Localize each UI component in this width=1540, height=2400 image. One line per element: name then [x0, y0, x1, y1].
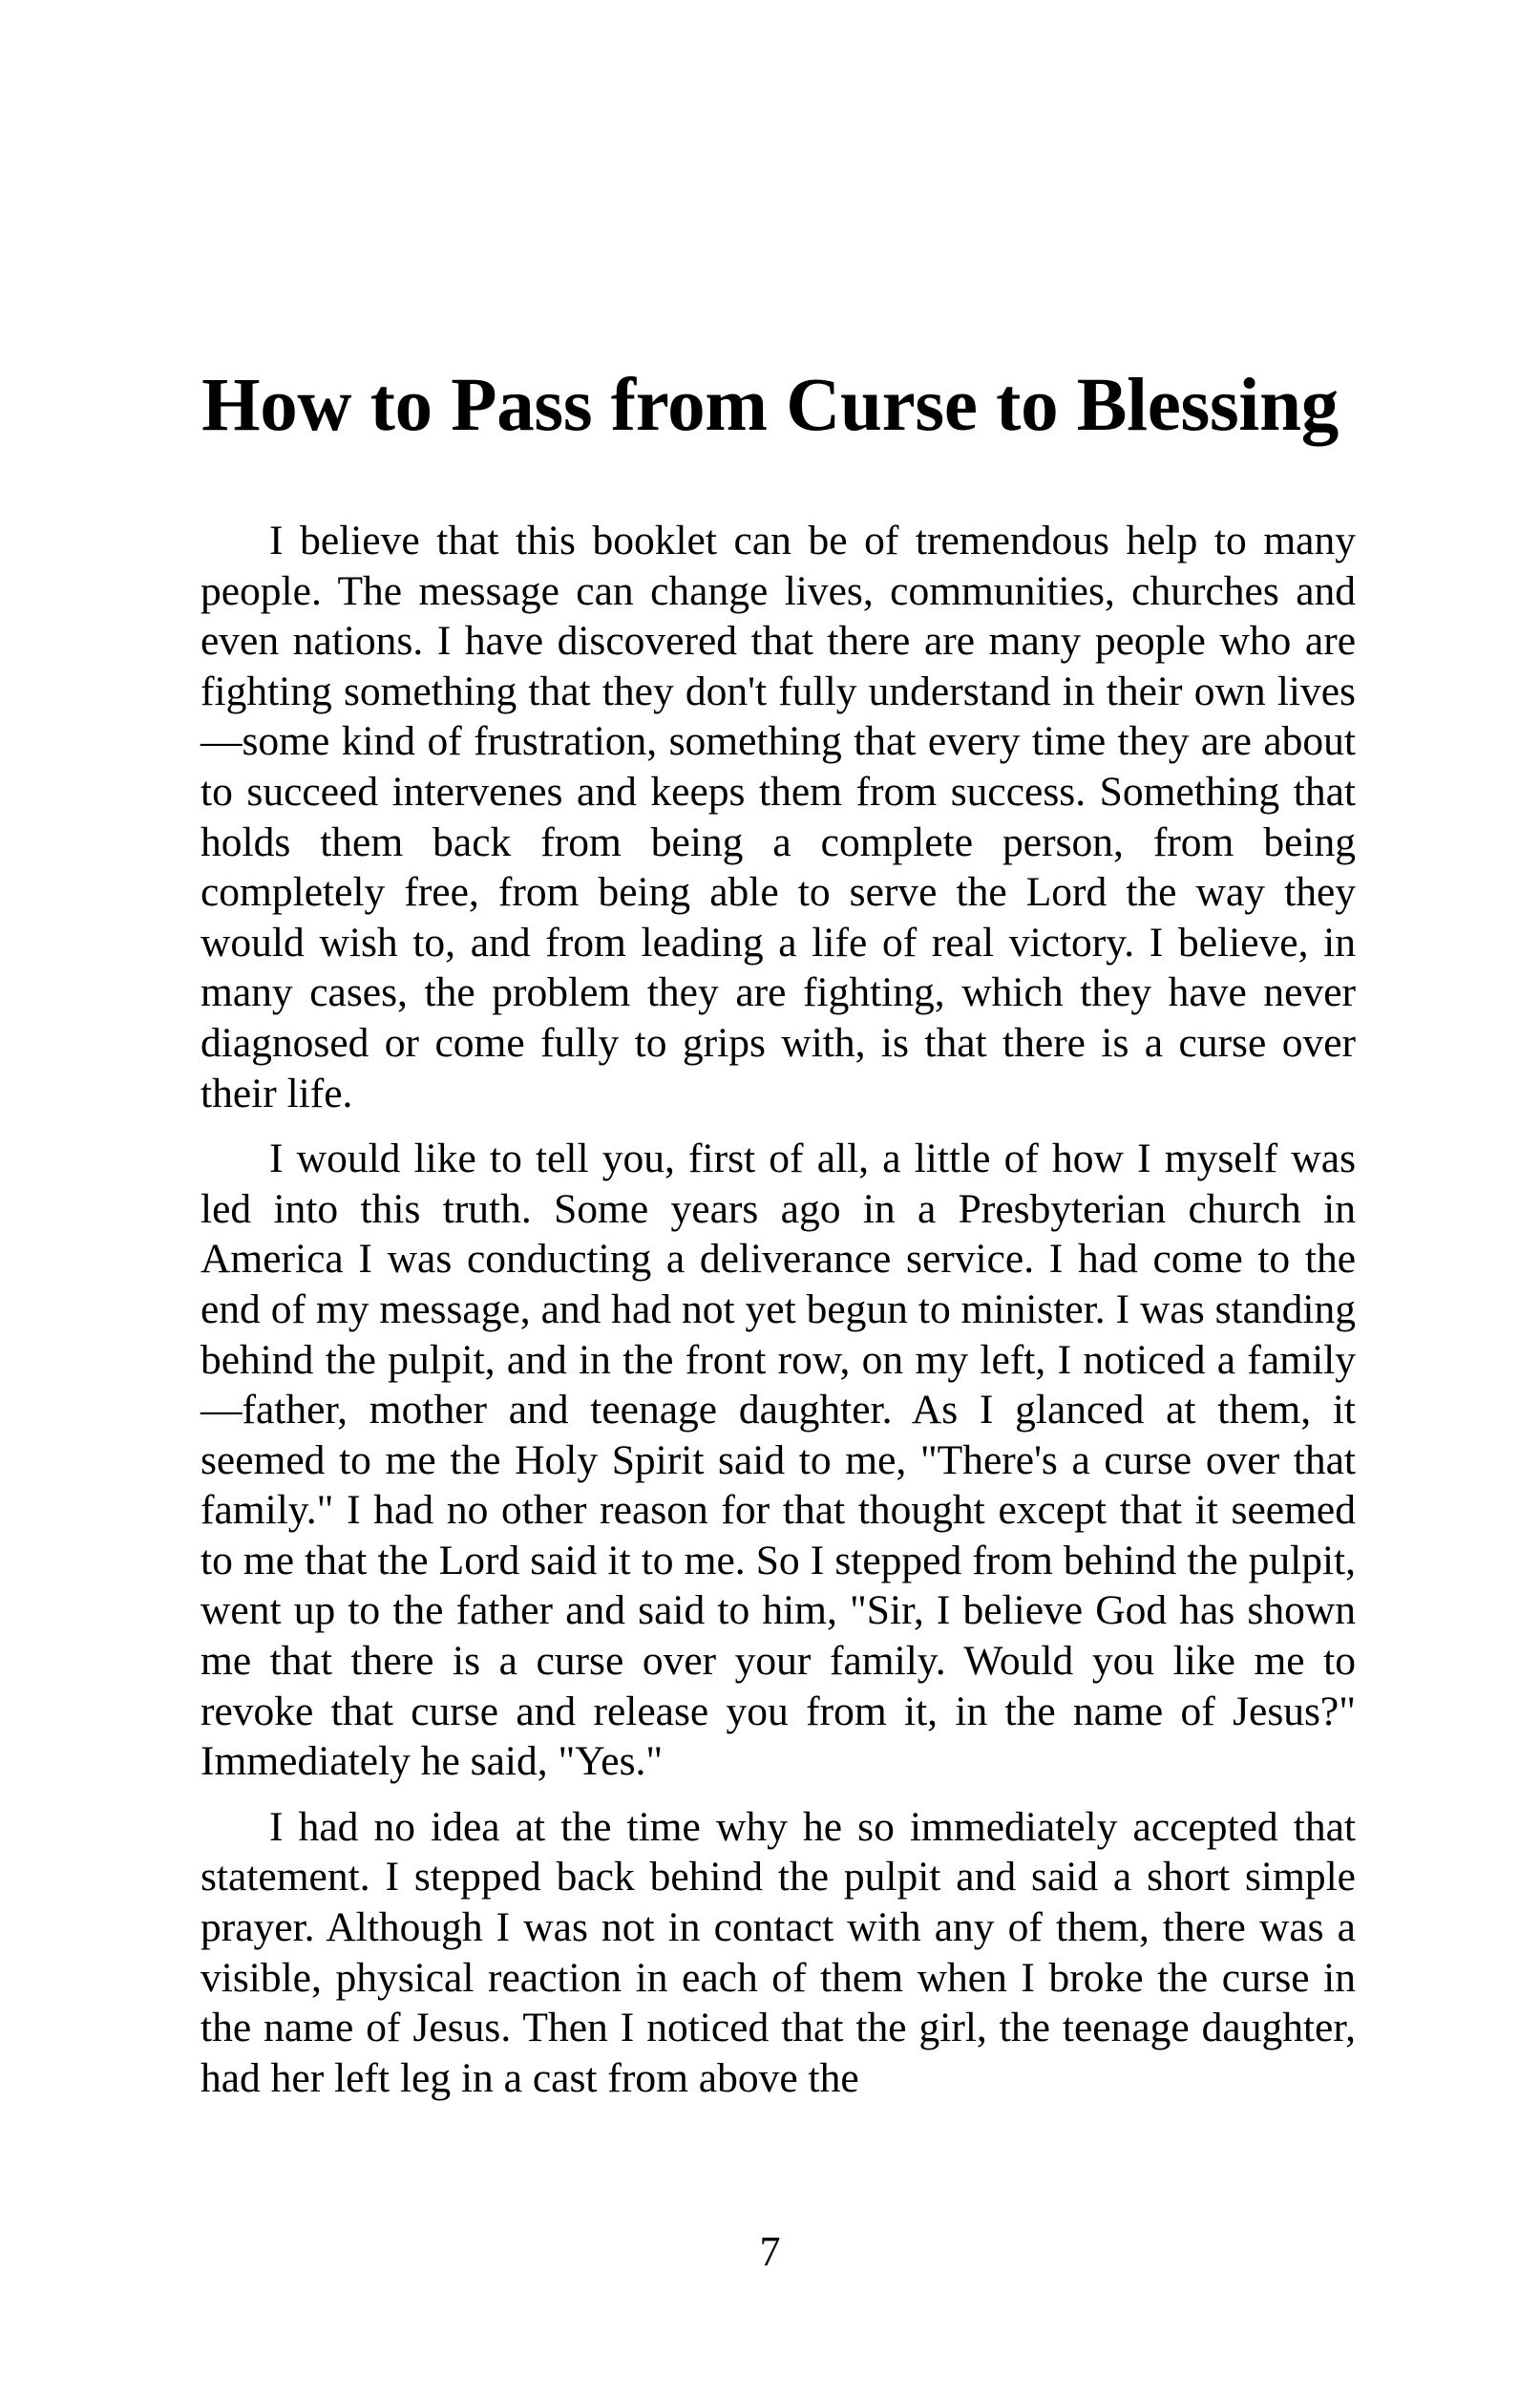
paragraph-2: I would like to tell you, first of all, a little of how I myself was led into this truth. Some years ago in a Presbyterian church in America I was conducting a deliverance service. I had come to the end of my message, and had not yet begun to minister. I was standing behind the pulpit, and in the front row, on my left, I noticed a family—father, mother and teenage daughter. As I glanced at them, it seemed to me the Holy Spirit said to me, "There's a curse over that family." I had no other reason for that thought except that it seemed to me that the Lord said it to me. So I stepped from behind the pulpit, went up to the father and said to him, "Sir, I believe God has shown me that there is a curse over your family. Would you like me to revoke that curse and release you from it, in the name of Jesus?" Immediately he said, "Yes." — [200, 1136, 1356, 1785]
page-number: 7 — [759, 2228, 781, 2275]
paragraph-1: I believe that this booklet can be of tremendous help to many people. The message can change lives, communities, churches and even nations. I have discovered that there are many people who are fighting something that they don't fully understand in their own lives—some kind of frustration, something that every time they are about to succeed intervenes and keeps them from success. Something that holds them back from being a complete person, from being completely free, from being able to serve the Lord the way they would wish to, and from leading a life of real victory. I believe, in many cases, the problem they are fighting, which they have never diagnosed or come fully to grips with, is that there is a curse over their life. — [200, 518, 1356, 1116]
chapter-title: How to Pass from Curse to Blessing — [201, 364, 1339, 447]
body-text — [200, 516, 1356, 2118]
paragraph-3: I had no idea at the time why he so immediately accepted that statement. I stepped back behind the pulpit and said a short simple prayer. Although I was not in contact with any of them, there was a visible, physical reaction in each of them when I broke the curse in the name of Jesus. Then I noticed that the girl, the teenage daughter, had her left leg in a cast from above the — [200, 1803, 1356, 2101]
